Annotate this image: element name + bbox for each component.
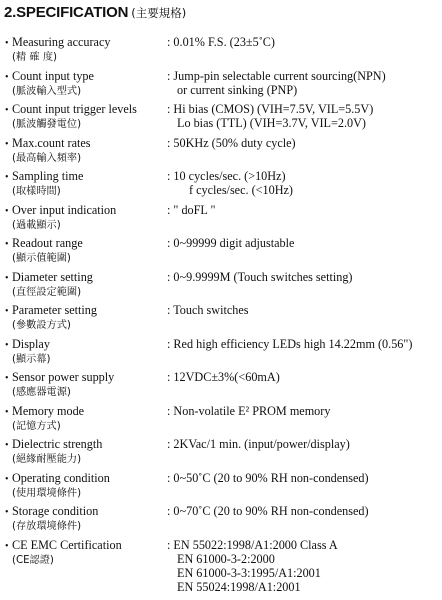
- spec-value: [167, 169, 293, 197]
- spec-value-line: : 0.01% F.S. (23±5˚C): [167, 35, 275, 49]
- spec-value: [167, 203, 215, 217]
- spec-value-line: : 50KHz (50% duty cycle): [167, 135, 296, 150]
- spec-value: [167, 102, 373, 130]
- spec-row-display: [5, 337, 440, 371]
- spec-value: [167, 136, 296, 150]
- spec-row-sensor-power-supply: [5, 370, 440, 404]
- spec-label: [5, 370, 165, 400]
- spec-label-zh: (最高輸入頻率): [12, 152, 82, 164]
- spec-value-line: : 2KVac/1 min. (input/power/display): [167, 437, 350, 451]
- bullet-icon: •: [5, 473, 9, 485]
- bullet-icon: •: [5, 373, 9, 384]
- spec-label-zh: (CE認證): [12, 554, 54, 566]
- spec-row-diameter-setting: [5, 270, 440, 304]
- spec-label-en: Operating condition: [12, 470, 110, 485]
- spec-label-en: Sampling time: [12, 169, 84, 183]
- bullet-icon: •: [5, 406, 9, 418]
- bullet-icon: •: [5, 172, 9, 183]
- spec-value-line: : " doFL ": [167, 202, 216, 217]
- spec-label: [5, 404, 165, 434]
- spec-value-line: : 0~50˚C (20 to 90% RH non-condensed): [167, 470, 369, 485]
- spec-label: [5, 471, 165, 501]
- bullet-icon: •: [5, 105, 9, 116]
- spec-label: [5, 203, 165, 233]
- spec-label-en: Parameter setting: [12, 303, 97, 317]
- spec-label: [5, 504, 165, 534]
- spec-label: [5, 538, 165, 568]
- spec-label: [5, 69, 165, 99]
- bullet-icon: •: [5, 205, 9, 217]
- spec-row-max-count-rates: [5, 136, 440, 170]
- spec-value: [167, 69, 386, 97]
- spec-label: [5, 337, 165, 367]
- spec-row-sampling-time: [5, 169, 440, 203]
- spec-row-dielectric-strength: [5, 437, 440, 471]
- spec-value: [167, 35, 275, 49]
- spec-label: [5, 169, 165, 199]
- spec-row-over-input-indication: [5, 203, 440, 237]
- spec-row-count-input-type: [5, 69, 440, 103]
- section-title: 2.SPECIFICATION: [4, 4, 129, 21]
- spec-value-line: : 12VDC±3%(<60mA): [167, 370, 280, 384]
- spec-value-line: : 10 cycles/sec. (>10Hz): [167, 169, 286, 183]
- spec-label-zh: (直徑設定範圍): [12, 286, 82, 298]
- spec-label-zh: (取樣時間): [12, 186, 61, 197]
- bullet-icon: •: [5, 38, 9, 49]
- spec-value: [167, 270, 352, 284]
- bullet-icon: •: [5, 440, 9, 451]
- spec-label: [5, 236, 165, 266]
- spec-label-zh: (過載顯示): [12, 219, 61, 231]
- spec-row-operating-condition: [5, 471, 440, 505]
- spec-label-zh: (顯示值範圍): [12, 253, 71, 264]
- spec-label-zh: (絕緣耐壓能力): [12, 454, 82, 465]
- spec-value: [167, 236, 294, 250]
- spec-value-line: EN 55024:1998/A1:2001: [177, 579, 301, 594]
- spec-label-en: Sensor power supply: [12, 370, 115, 384]
- spec-label: [5, 303, 165, 333]
- spec-row-ce-emc-certification: [5, 537, 440, 594]
- spec-value: [167, 337, 412, 351]
- spec-value-line: : Non-volatile E² PROM memory: [167, 403, 331, 418]
- spec-value-line: : Hi bias (CMOS) (VIH=7.5V, VIL=5.5V): [167, 102, 374, 116]
- spec-value-line: Lo bias (TTL) (VIH=3.7V, VIL=2.0V): [177, 116, 366, 130]
- section-heading: [4, 4, 186, 22]
- spec-label-zh: (顯示幕): [12, 353, 51, 365]
- spec-label: [5, 102, 165, 132]
- bullet-icon: •: [5, 540, 9, 552]
- spec-label-en: Display: [12, 336, 50, 351]
- spec-label-en: Measuring accuracy: [12, 35, 111, 49]
- spec-label-zh: (記憶方式): [12, 420, 61, 432]
- spec-value-line: or current sinking (PNP): [177, 82, 298, 97]
- spec-label-en: Diameter setting: [12, 269, 93, 284]
- spec-label: [5, 136, 165, 166]
- bullet-icon: •: [5, 71, 9, 83]
- spec-value-line: : Touch switches: [167, 303, 249, 317]
- spec-value: [167, 504, 369, 518]
- spec-value-line: : 0~70˚C (20 to 90% RH non-condensed): [167, 504, 369, 518]
- spec-label-zh: (脈波觸發電位): [12, 119, 82, 130]
- spec-value: [167, 303, 249, 317]
- spec-row-parameter-setting: [5, 303, 440, 337]
- spec-value-line: f cycles/sec. (<10Hz): [189, 183, 293, 197]
- spec-label-en: Count input type: [12, 68, 94, 83]
- spec-label: [5, 35, 165, 65]
- spec-list: [5, 35, 440, 594]
- spec-label: [5, 270, 165, 300]
- spec-label-en: Dielectric strength: [12, 437, 103, 451]
- spec-value-line: EN 61000-3-3:1995/A1:2001: [177, 565, 321, 580]
- spec-value-line: : 0~9.9999M (Touch switches setting): [167, 269, 353, 284]
- spec-label-en: Readout range: [12, 236, 83, 250]
- spec-label-en: Count input trigger levels: [12, 102, 137, 116]
- spec-label-en: Over input indication: [12, 202, 117, 217]
- spec-value: [167, 538, 338, 594]
- bullet-icon: •: [5, 272, 9, 284]
- spec-label-en: Max.count rates: [12, 135, 91, 150]
- spec-value-line: : 0~99999 digit adjustable: [167, 236, 295, 250]
- spec-value-line: EN 61000-3-2:2000: [177, 551, 275, 566]
- spec-value-line: : EN 55022:1998/A1:2000 Class A: [167, 537, 338, 552]
- spec-label-zh: (脈波輸入型式): [12, 85, 82, 97]
- spec-label-zh: (存放環境條件): [12, 521, 82, 532]
- spec-label-en: CE EMC Certification: [12, 537, 122, 552]
- spec-row-measuring-accuracy: [5, 35, 440, 69]
- section-subtitle: (主要規格): [131, 6, 187, 20]
- spec-label-zh: (使用環境條件): [12, 487, 82, 499]
- spec-row-count-input-trigger-levels: [5, 102, 440, 136]
- spec-value-line: : Jump-pin selectable current sourcing(NPN): [167, 68, 386, 83]
- spec-value: [167, 437, 350, 451]
- spec-value: [167, 471, 369, 485]
- spec-label-zh: (感應器電源): [12, 387, 71, 398]
- bullet-icon: •: [5, 507, 9, 518]
- spec-value: [167, 404, 330, 418]
- spec-row-storage-condition: [5, 504, 440, 538]
- bullet-icon: •: [5, 138, 9, 150]
- bullet-icon: •: [5, 306, 9, 317]
- spec-label: [5, 437, 165, 467]
- spec-label-en: Storage condition: [12, 504, 99, 518]
- spec-row-readout-range: [5, 236, 440, 270]
- bullet-icon: •: [5, 239, 9, 250]
- spec-row-memory-mode: [5, 404, 440, 438]
- spec-label-en: Memory mode: [12, 403, 85, 418]
- spec-value-line: : Red high efficiency LEDs high 14.22mm (0.56"): [167, 336, 413, 351]
- spec-label-zh: (精 確 度): [12, 52, 57, 63]
- spec-label-zh: (參數設方式): [12, 320, 71, 331]
- spec-value: [167, 370, 280, 384]
- bullet-icon: •: [5, 339, 9, 351]
